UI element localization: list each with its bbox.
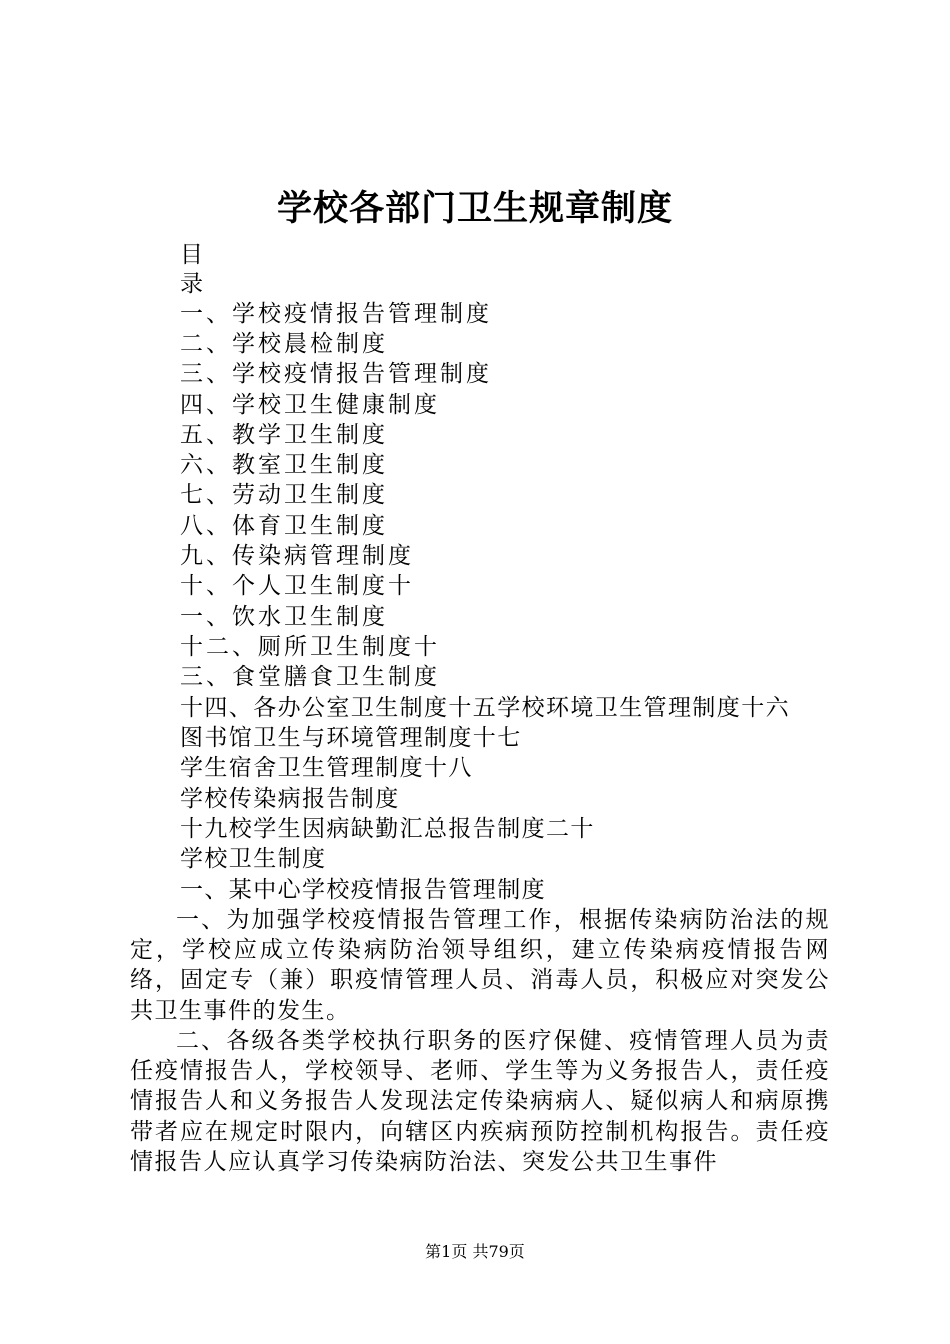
toc-line: 学校传染病报告制度 — [180, 786, 400, 812]
toc-line: 三、学校疫情报告管理制度 — [180, 361, 492, 387]
page-title: 学校各部门卫生规章制度 — [276, 188, 673, 229]
page-footer: 第1页 共79页 — [425, 1242, 525, 1261]
toc-line: 学生宿舍卫生管理制度十八 — [180, 755, 473, 781]
toc-line: 录 — [180, 271, 206, 297]
toc-line: 十四、各办公室卫生制度十五学校环境卫生管理制度十六 — [180, 695, 790, 721]
body-paragraph: 二、各级各类学校执行职务的医疗保健、疫情管理人员为责任疫情报告人，学校领导、老师、学生等为义务报告人，责任疫情报告人和义务报告人发现法定传染病病人、疑似病人和病原携带者应在规定时限内，向辖区内疾病预防控制机构报告。责任疫情报告人应认真学习传染病防治法、突发公共卫生事件 — [130, 1028, 830, 1175]
body-paragraph: 一、为加强学校疫情报告管理工作，根据传染病防治法的规定，学校应成立传染病防治领导组织，建立传染病疫情报告网络，固定专（兼）职疫情管理人员、消毒人员，积极应对突发公共卫生事件的发生。 — [130, 907, 830, 1024]
toc-line: 学校卫生制度 — [180, 846, 327, 872]
toc-line: 十九校学生因病缺勤汇总报告制度二十 — [180, 816, 595, 842]
toc-line: 六、教室卫生制度 — [180, 452, 388, 478]
toc-line: 一、饮水卫生制度 — [180, 604, 388, 630]
toc-line: 二、学校晨检制度 — [180, 331, 388, 357]
toc-line: 图书馆卫生与环境管理制度十七 — [180, 725, 522, 751]
toc-line: 一、某中心学校疫情报告管理制度 — [180, 877, 546, 903]
toc-line: 九、传染病管理制度 — [180, 543, 414, 569]
toc-line: 三、食堂膳食卫生制度 — [180, 664, 440, 690]
toc-line: 十、个人卫生制度十 — [180, 573, 414, 599]
toc-line: 四、学校卫生健康制度 — [180, 392, 440, 418]
toc-line: 十二、厕所卫生制度十 — [180, 634, 440, 660]
toc-line: 七、劳动卫生制度 — [180, 482, 388, 508]
toc-line: 目 — [180, 242, 206, 268]
toc-line: 八、体育卫生制度 — [180, 513, 388, 539]
toc-line: 五、教学卫生制度 — [180, 422, 388, 448]
toc-line: 一、学校疫情报告管理制度 — [180, 301, 492, 327]
